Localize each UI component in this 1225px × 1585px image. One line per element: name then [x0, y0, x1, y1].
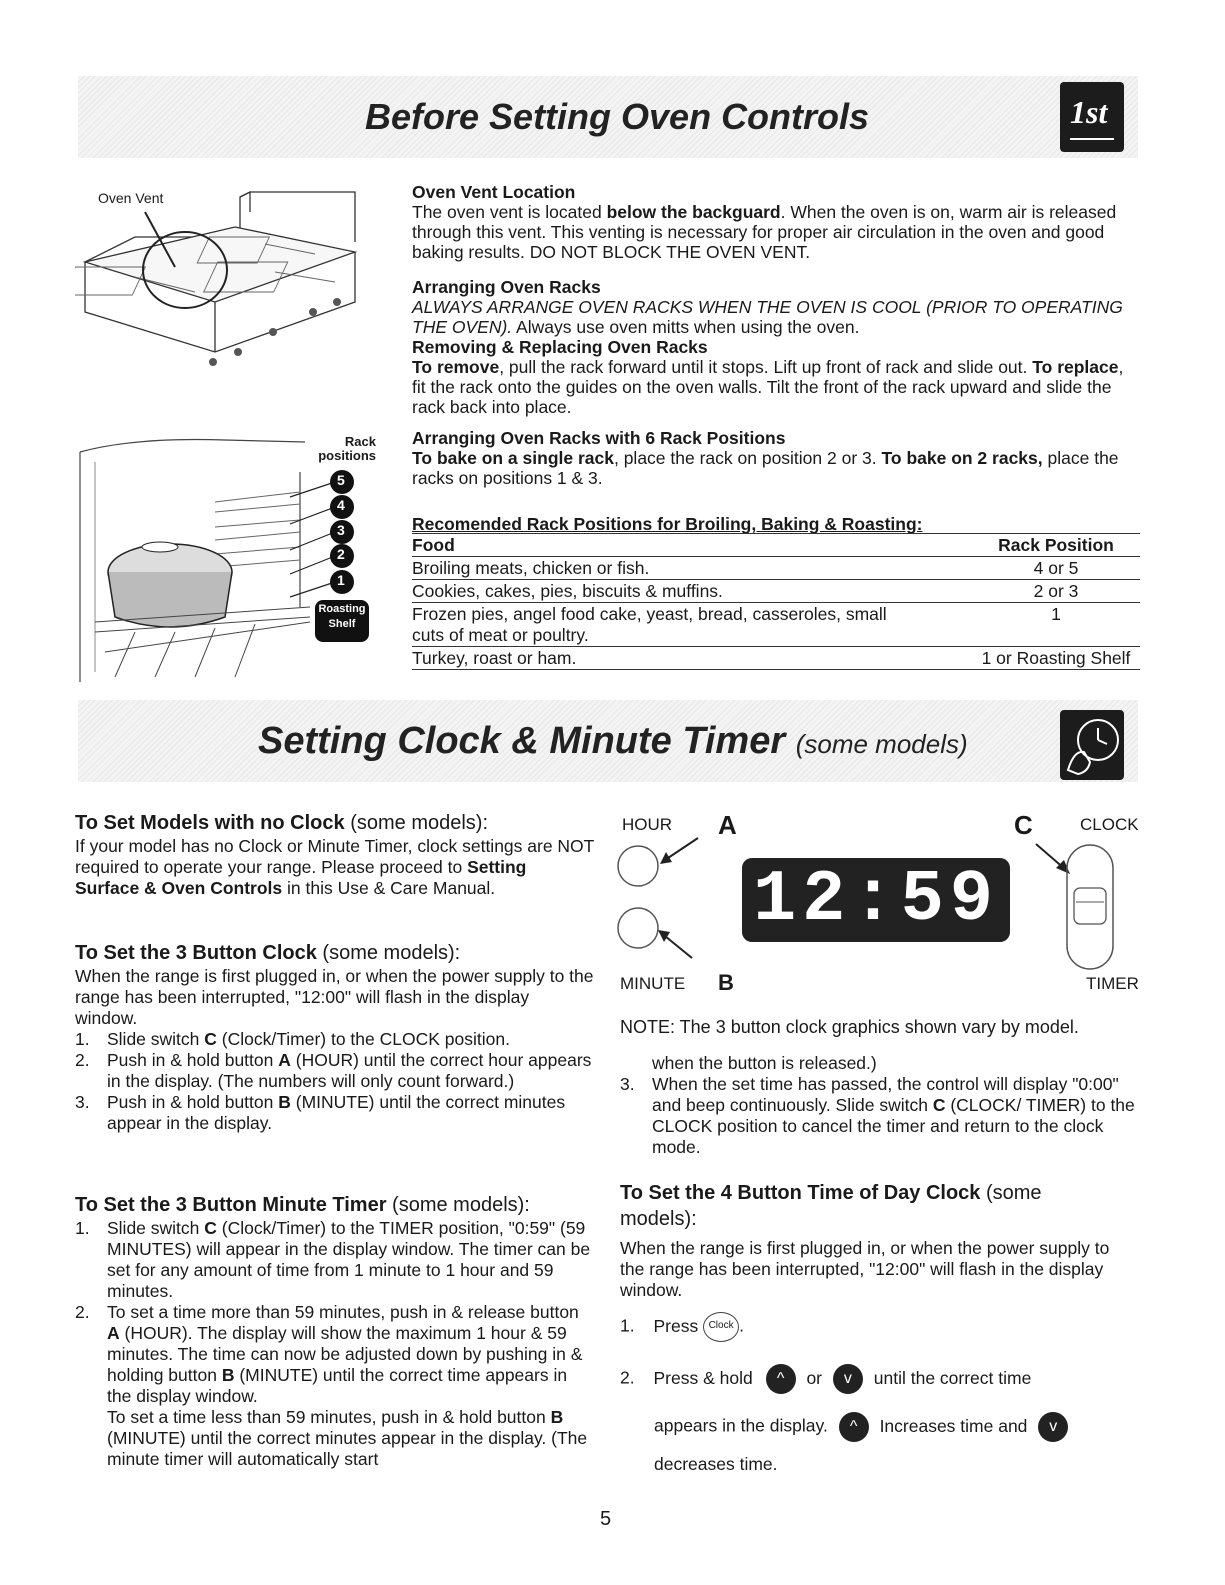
table-row: Frozen pies, angel food cake, yeast, bread, casseroles, small 1	[412, 604, 1061, 624]
page-number: 5	[600, 1508, 612, 1530]
down-arrow-icon: v	[1038, 1412, 1068, 1442]
table-row: Turkey, roast or ham. 1 or Roasting Shelf	[412, 648, 1140, 670]
oven-vent-heading: Oven Vent Location	[412, 182, 576, 202]
clock-display: 12:59	[752, 859, 1000, 941]
four-button-step-2: 2. Press & hold ^ or v until the correct time	[620, 1364, 1031, 1394]
arranging-racks-section: Arranging Oven Racks ALWAYS ARRANGE OVEN RACKS WHEN THE OVEN IS COOL (PRIOR TO OPERATING THE OVEN). Always use oven mitts when using the oven. Removing & Replacing Oven Racks To remove, pull the rack forward until it stops. Lift up front of rack and slide out. To replace, fit the rack onto the guides on the oven walls. Tilt the front of the rack upward and slide the rack back into place.	[412, 277, 1124, 417]
rack-table-header: Food Rack Position	[412, 535, 1140, 557]
three-button-clock-section: To Set the 3 Button Clock (some models): When the range is first plugged in, or when the power supply to the range has been interrupted, "12:00" will flash in the display window. 1. Slide switch C (Clock/Timer) to the CLOCK position. 2. Push in & hold button A (HOUR) until the correct hour appears in the display. (The numbers will only count forward.) 3. Push in & hold button B (MINUTE) until the correct minutes appear in the display.	[75, 942, 594, 1133]
up-arrow-icon: ^	[839, 1412, 869, 1442]
rack-positions-label: Rack positions	[318, 434, 376, 463]
timer-continued: when the button is released.) 3. When the set time has passed, the control will display "0:00" and beep continuously. Slide switch C (CLOCK/ TIMER) to the CLOCK position to cancel the timer and return to the clock mode.	[620, 1053, 1140, 1158]
clock-hand-icon	[1060, 710, 1124, 780]
list-item: 1. Slide switch C (Clock/Timer) to the CLOCK position.	[75, 1029, 510, 1049]
oven-vent-section: Oven Vent Location The oven vent is located below the backguard. When the oven is on, warm air is released through this vent. This venting is necessary for proper air circulation in the oven and good baking results. DO NOT BLOCK THE OVEN VENT.	[412, 182, 1140, 262]
down-arrow-icon: v	[833, 1364, 863, 1394]
clock-note: NOTE: The 3 button clock graphics shown vary by model.	[620, 1017, 1079, 1037]
list-item: 2. To set a time more than 59 minutes, push in & release button A (HOUR). The display will show the maximum 1 hour & 59 minutes. The time can now be adjusted down by pushing in & holding button B (MINUTE) until the correct time appears in the display window.	[75, 1302, 583, 1406]
no-clock-section: To Set Models with no Clock (some models): If your model has no Clock or Minute Timer, clock settings are NOT required to operate your range. Please proceed to Setting Surface & Oven Controls in this Use & Care Manual.	[75, 812, 595, 898]
roasting-shelf-label: Roasting Shelf	[318, 603, 366, 630]
oven-vent-label: Oven Vent	[98, 190, 164, 206]
banner-title: Before Setting Oven Controls	[365, 96, 870, 137]
four-button-clock-section: To Set the 4 Button Time of Day Clock (some models): When the range is first plugged in, or when the power supply to the range has been interrupted, "12:00" will flash in the display window.	[620, 1182, 1110, 1300]
clock-button-icon: Clock	[703, 1312, 739, 1342]
first-step-icon: 1st	[1060, 82, 1124, 152]
minute-timer-section: To Set the 3 Button Minute Timer (some models): 1. Slide switch C (Clock/Timer) to the TIMER position, "0:59" (59 MINUTES) will appear in the display window. The timer can be set for any amount of time from 1 minute to 1 hour and 59 minutes. 2. To set a time more than 59 minutes, push in & release button A (HOUR). The display will show the maximum 1 hour & 59 minutes. The time can now be adjusted down by pushing in & holding button B (MINUTE) until the correct time appears in the display window. To set a time less than 59 minutes, push in & hold button B (MINUTE) until the correct minutes appear in the display. (The minute timer will automatically start	[75, 1195, 595, 1470]
up-arrow-icon: ^	[766, 1364, 796, 1394]
oven-vent-illustration	[75, 182, 375, 372]
list-item: 2. Push in & hold button A (HOUR) until the correct hour appears in the display. (The numbers will only count forward.)	[75, 1050, 592, 1091]
four-button-step-2-end: decreases time.	[654, 1454, 778, 1474]
rack-positions-illustration: 5 4 3 2 1 Roasting Shelf	[75, 432, 375, 692]
four-button-step-2-cont: appears in the display. ^ Increases time and v	[654, 1412, 1068, 1442]
six-racks-section: Arranging Oven Racks with 6 Rack Positions To bake on a single rack, place the rack on position 2 or 3. To bake on 2 racks, place the racks on positions 1 & 3.	[412, 428, 1119, 488]
table-row: Broiling meats, chicken or fish. 4 or 5	[412, 558, 1140, 580]
list-item: 3. Push in & hold button B (MINUTE) until the correct minutes appear in the display.	[75, 1092, 566, 1133]
clock-control-graphic: HOUR A C CLOCK 12:59 MINUTE B TIMER	[620, 810, 1139, 995]
table-row: Cookies, cakes, pies, biscuits & muffins. 2 or 3	[412, 581, 1140, 603]
list-item: 3. When the set time has passed, the control will display "0:00" and beep continuously. Slide switch C (CLOCK/ TIMER) to the CLOCK position to cancel the timer and return to the clock mode.	[620, 1074, 1135, 1157]
rack-table-caption: Recomended Rack Positions for Broiling, Baking & Roasting:	[412, 514, 923, 534]
table-row: cuts of meat or poultry.	[412, 625, 1140, 647]
list-item: 1. Slide switch C (Clock/Timer) to the TIMER position, "0:59" (59 MINUTES) will appear in the display window. The timer can be set for any amount of time from 1 minute to 1 hour and 59 minutes.	[75, 1218, 591, 1301]
banner-title: Setting Clock & Minute Timer (some models)	[258, 720, 968, 762]
four-button-step-1: 1. Press Clock .	[620, 1312, 744, 1342]
